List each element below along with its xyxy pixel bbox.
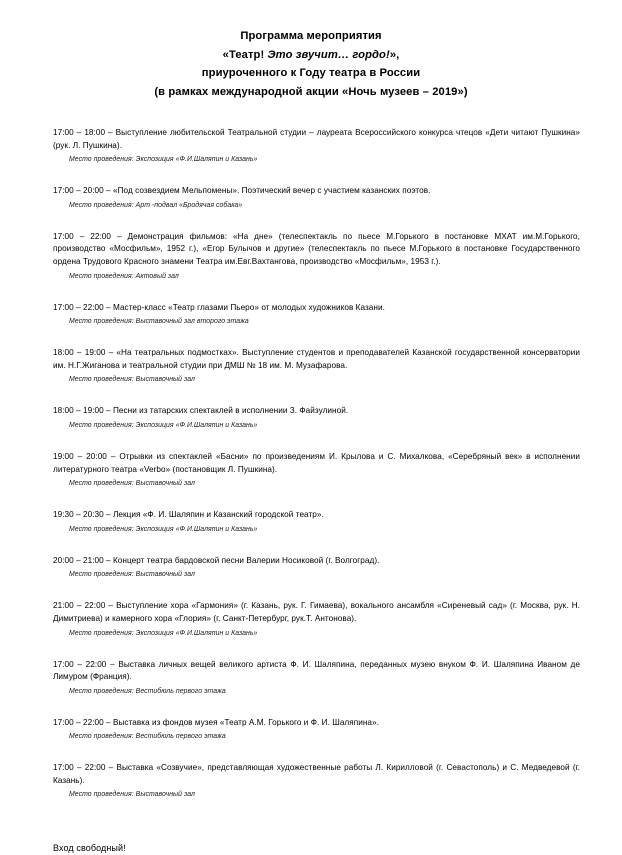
- entry-description: 17:00 – 20:00 – «Под созвездием Мельпомены». Поэтический вечер с участием казанских поэтов.: [53, 186, 431, 196]
- entry-venue: Место проведения: Арт -подвал «Бродячая собака»: [69, 201, 243, 209]
- entry-description: 17:00 – 22:00 – Выставка из фондов музея «Театр А.М. Горького и Ф. И. Шаляпина».: [53, 717, 379, 727]
- program-entry: [53, 405, 580, 431]
- program-entry: [53, 231, 580, 282]
- entry-description: 17:00 – 22:00 – Мастер-класс «Театр глазами Пьеро» от молодых художников Казани.: [53, 302, 385, 312]
- free-entry-note: Вход свободный!: [53, 843, 126, 854]
- entry-venue: Место проведения: Выставочный зал: [69, 571, 195, 579]
- entry-venue: Место проведения: Вестибюль первого этажа: [69, 687, 226, 695]
- entry-venue: Место проведения: Выставочный зал: [69, 376, 195, 384]
- program-entry: [53, 127, 580, 165]
- title-line-2: [0, 46, 622, 65]
- title-line-1: [0, 27, 622, 46]
- program-list: [0, 127, 622, 800]
- entry-venue: Место проведения: Экспозиция «Ф.И.Шаляпин и Казань»: [69, 525, 258, 533]
- program-entry: [53, 717, 580, 743]
- title-line-2-before: «Театр!: [222, 48, 268, 61]
- program-entry: [53, 600, 580, 638]
- entry-description: 18:00 – 19:00 – Песни из татарских спектаклей в исполнении З. Файзулиной.: [53, 406, 349, 416]
- title-line-1-text: Программа мероприятия: [240, 30, 382, 42]
- entry-description: 17:00 – 22:00 – Демонстрация фильмов: «На дне» (телеспектакль по пьесе М.Горького в постановке МХАТ им.М.Горького, производство «Мосфильм», 1952 г.), «Егор Булычов и другие» (телеспектакль по пьесе М.Горького в постановке Государственного ордена Трудового Красного знамени Театра им.Евг.Вахтангова, производство «Мосфильм», 1953 г.).: [53, 231, 580, 266]
- entry-venue: Место проведения: Актовый зал: [69, 272, 179, 280]
- entry-description: 20:00 – 21:00 – Концерт театра бардовской песни Валерии Носиковой (г. Волгоград).: [53, 555, 380, 565]
- entry-venue: Место проведения: Выставочный зал: [69, 480, 195, 488]
- program-entry: [53, 451, 580, 489]
- entry-venue: Место проведения: Вестибюль первого этажа: [69, 733, 226, 741]
- program-entry: [53, 659, 580, 697]
- program-entry: [53, 347, 580, 385]
- entry-description: 17:00 – 22:00 – Выставка личных вещей великого артиста Ф. И. Шаляпина, переданных музею внуком Ф. И. Шаляпина Иваном де Лимуром (Франция).: [53, 659, 580, 682]
- entry-description: 19:00 – 20:00 – Отрывки из спектаклей «Басни» по произведениям И. Крылова и С. Михалкова, «Серебряный век» в исполнении литературного театра «Verbo» (постановщик Л. Пушкина).: [53, 451, 580, 474]
- title-line-2-after: »,: [389, 48, 400, 61]
- document-footer: [0, 842, 622, 855]
- entry-description: 17:00 – 18:00 – Выступление любительской Театральной студии – лауреата Всероссийского конкурса чтецов «Дети читают Пушкина» (рук. Л. Пушкина).: [53, 128, 580, 150]
- title-line-3: [0, 64, 622, 83]
- entry-venue: Место проведения: Экспозиция «Ф.И.Шаляпин и Казань»: [69, 421, 258, 429]
- title-line-4: [0, 83, 622, 102]
- title-line-2-italic: Это звучит… гордо!: [267, 48, 390, 61]
- entry-description: 21:00 – 22:00 – Выступление хора «Гармония» (г. Казань, рук. Г. Гимаева), вокального ансамбля «Сиреневый сад» (г. Москва, рук. Н. Димитриева) и камерного хора «Глория» (г. Санкт-Петербург, рук.Т. Антонова).: [53, 601, 580, 623]
- program-entry: [53, 185, 580, 211]
- document-title-block: [0, 0, 622, 101]
- entry-description: 17:00 – 22:00 – Выставка «Созвучие», представляющая художественные работы Л. Кирилловой (г. Севастополь) и С. Медведевой (г. Казань).: [53, 763, 580, 785]
- program-entry: [53, 302, 580, 328]
- title-line-4-text: (в рамках международной акции «Ночь музеев – 2019»): [154, 85, 468, 98]
- program-entry: [53, 762, 580, 800]
- entry-description: 18:00 – 19:00 – «На театральных подмостках». Выступление студентов и преподавателей Казанской государственной консерватории им. Н.Г.Жиганова и театральной студии при ДМШ № 18 им. М. Музафарова.: [53, 348, 580, 370]
- program-entry: [53, 509, 580, 535]
- title-line-3-text: приуроченного к Году театра в России: [201, 67, 421, 79]
- entry-venue: Место проведения: Выставочный зал: [69, 791, 195, 799]
- entry-description: 19:30 – 20:30 – Лекция «Ф. И. Шаляпин и Казанский городской театр».: [53, 510, 324, 520]
- program-entry: [53, 555, 580, 581]
- entry-venue: Место проведения: Выставочный зал второго этажа: [69, 318, 249, 326]
- entry-venue: Место проведения: Экспозиция «Ф.И.Шаляпин и Казань»: [69, 156, 258, 164]
- entry-venue: Место проведения: Экспозиция «Ф.И.Шаляпин и Казань»: [69, 629, 258, 637]
